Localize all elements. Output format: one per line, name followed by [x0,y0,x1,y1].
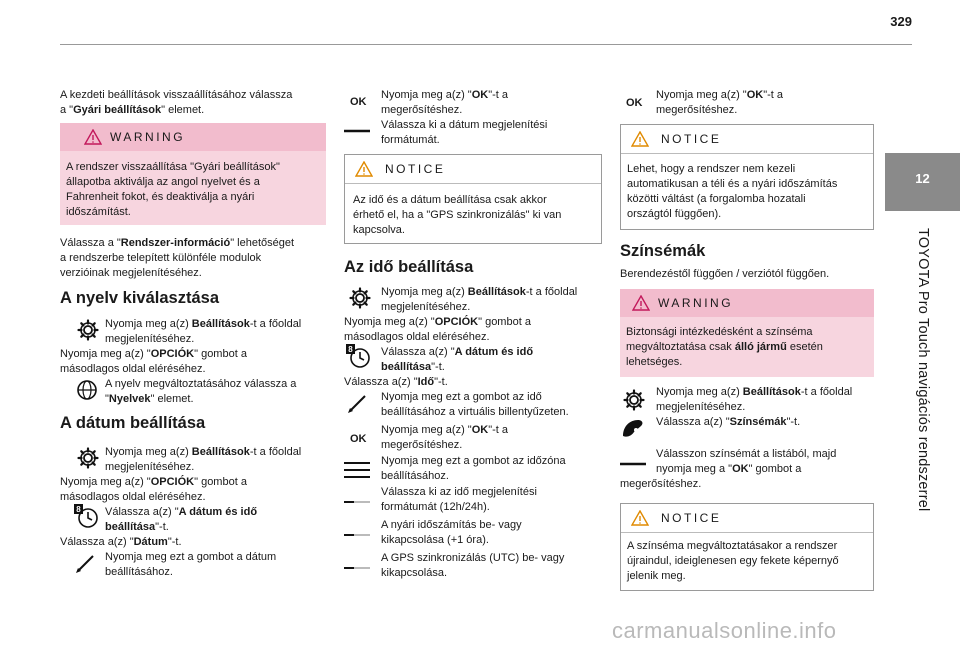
warning-text: lehetséges. [626,356,683,368]
chapter-tab [885,153,960,211]
step-text: megjelenítéséhez. [105,333,195,345]
page-number: 329 [890,14,912,29]
timezone-list-icon [344,459,372,483]
step-text: beállítása"-t. [105,521,169,533]
notice-text: kapcsolva. [353,224,405,236]
step-text: Válassza a(z) "Idő"-t. [344,376,448,388]
step-text: Nyomja meg a(z) "OPCIÓK" gombot a [60,476,247,488]
step-text: Nyomja meg ezt a gombot az időzóna [381,455,566,467]
step-text: beállításához. [105,566,173,578]
notice-text: közötti váltást (a forgalomba hozatali [627,193,806,205]
step-text: formátumát (12h/24h). [381,501,490,513]
color-scheme-heading: Színsémák [620,242,706,260]
step-text: Válassza ki a dátum megjelenítési [381,119,548,131]
step-text: "Nyelvek" elemet. [105,393,194,405]
warning-text: megváltoztatása csak álló jármű esetén [626,341,823,353]
sysinfo-text: verzióinak megjelenítéséhez. [60,267,202,279]
warning-label: WARNING [658,296,734,310]
step-text: megerősítéshez. [620,478,702,490]
notice-box [344,154,602,244]
notice-text: Az idő és a dátum beállítása csak akkor [353,194,547,206]
step-text: megjelenítéséhez. [381,301,471,313]
step-text: A nyári időszámítás be- vagy [381,519,522,531]
step-text: Nyomja meg a(z) Beállítások-t a főoldal [105,446,302,458]
dst-toggle-icon [344,523,372,547]
gear-icon [622,388,650,412]
sysinfo-text: Válassza a "Rendszer-információ" lehetőséget [60,237,295,249]
step-text: nyomja meg a "OK" gombot a [656,463,802,475]
notice-icon [355,161,373,177]
step-text: megjelenítéséhez. [105,461,195,473]
step-text: Nyomja meg a(z) "OPCIÓK" gombot a [344,316,531,328]
step-text: beállítása"-t. [381,361,445,373]
list-bar-icon [620,452,648,476]
watermark: carmanualsonline.info [612,618,837,643]
language-icon [74,378,102,402]
pencil-icon [346,391,374,415]
step-text: Nyomja meg a(z) Beállítások-t a főoldal [381,286,578,298]
step-text: Válassza a(z) "Színsémák"-t. [656,416,801,428]
step-text: A nyelv megváltoztatásához válassza a [105,378,297,390]
language-heading: A nyelv kiválasztása [60,289,219,307]
intro-line: a "Gyári beállítások" elemet. [60,104,205,116]
step-text: Nyomja meg a(z) Beállítások-t a főoldal [105,318,302,330]
notice-label: NOTICE [661,132,722,146]
format-bar-icon [344,119,372,143]
step-text: Válassza a(z) "A dátum és idő [381,346,534,358]
warning-text: időszámítást. [66,206,131,218]
gear-icon [348,286,376,310]
column-3 [620,0,880,649]
intro-line: A kezdeti beállítások visszaállításához válassza [60,89,293,101]
warning-header [620,289,874,317]
chapter-number: 12 [915,171,930,186]
palette-icon [620,416,648,440]
step-text: megerősítéshez. [381,104,463,116]
step-text: beállításához. [381,470,449,482]
ok-icon: OK [350,96,367,108]
step-text: másodlagos oldal eléréséhez. [60,491,206,503]
warning-text: állapotba aktiválja az angol nyelvet és a [66,176,260,188]
step-text: Nyomja meg ezt a gombot az idő [381,391,542,403]
notice-label: NOTICE [661,511,722,525]
notice-icon [631,131,649,147]
gps-toggle-icon [344,556,372,580]
notice-label: NOTICE [385,162,446,176]
step-text: Nyomja meg a(z) "OK"-t a [381,89,509,101]
column-2 [344,0,604,649]
notice-text: Lehet, hogy a rendszer nem kezeli [627,163,796,175]
warning-icon [84,129,102,145]
step-text: Nyomja meg a(z) "OK"-t a [381,424,509,436]
step-text: másodlagos oldal eléréséhez. [60,363,206,375]
chapter-title: TOYOTA Pro Touch navigációs rendszerrel [915,228,931,512]
warning-text: A rendszer visszaállítása "Gyári beállítások" [66,161,280,173]
step-text: beállításához a virtuális billentyűzeten. [381,406,569,418]
notice-text: automatikusan a téli és a nyári időszámítás [627,178,838,190]
sysinfo-text: a rendszerbe telepített különféle modulok [60,252,262,264]
gear-icon [76,318,104,342]
step-text: Válassza a(z) "Dátum"-t. [60,536,182,548]
pencil-icon [74,551,102,575]
warning-icon [632,295,650,311]
column-1 [60,0,330,649]
ok-icon: OK [350,433,367,445]
notice-icon [631,510,649,526]
step-text: megerősítéshez. [381,439,463,451]
format-toggle-icon [344,490,372,514]
warning-text: Biztonsági intézkedésként a színséma [626,326,813,338]
ok-icon: OK [626,97,643,109]
step-text: formátumát. [381,134,440,146]
notice-box [620,503,874,591]
step-text: Válassza ki az idő megjelenítési [381,486,537,498]
notice-header [621,504,873,533]
step-text: Nyomja meg a(z) Beállítások-t a főoldal [656,386,853,398]
notice-text: A színséma megváltoztatásakor a rendszer [627,540,838,552]
step-text: kikapcsolása (+1 óra). [381,534,489,546]
warning-label: WARNING [110,130,186,144]
scheme-intro: Berendezéstől függően / verziótól függően. [620,268,830,280]
gear-icon [76,446,104,470]
warning-box [620,289,874,377]
date-heading: A dátum beállítása [60,414,206,432]
step-text: Válassza a(z) "A dátum és idő [105,506,258,518]
clock-icon [346,344,374,368]
notice-header [621,125,873,154]
notice-text: országtól függően). [627,208,722,220]
step-text: Nyomja meg a(z) "OK"-t a [656,89,784,101]
warning-header [60,123,326,151]
step-text: Nyomja meg ezt a gombot a dátum [105,551,277,563]
clock-icon [74,504,102,528]
time-heading: Az idő beállítása [344,258,474,276]
warning-text: Fahrenheit fokot, és deaktiválja a nyári [66,191,255,203]
warning-box [60,123,326,225]
step-text: másodlagos oldal eléréséhez. [344,331,490,343]
notice-box [620,124,874,230]
step-text: A GPS szinkronizálás (UTC) be- vagy [381,552,565,564]
step-text: megjelenítéséhez. [656,401,746,413]
step-text: kikapcsolása. [381,567,448,579]
notice-text: érhető el, ha a "GPS szinkronizálás" ki van [353,209,562,221]
step-text: megerősítéshez. [656,104,738,116]
notice-header [345,155,601,184]
notice-text: jelenik meg. [627,570,686,582]
step-text: Nyomja meg a(z) "OPCIÓK" gombot a [60,348,247,360]
notice-text: újraindul, ideiglenesen egy fekete képernyő [627,555,839,567]
step-text: Válasszon színsémát a listából, majd [656,448,837,460]
